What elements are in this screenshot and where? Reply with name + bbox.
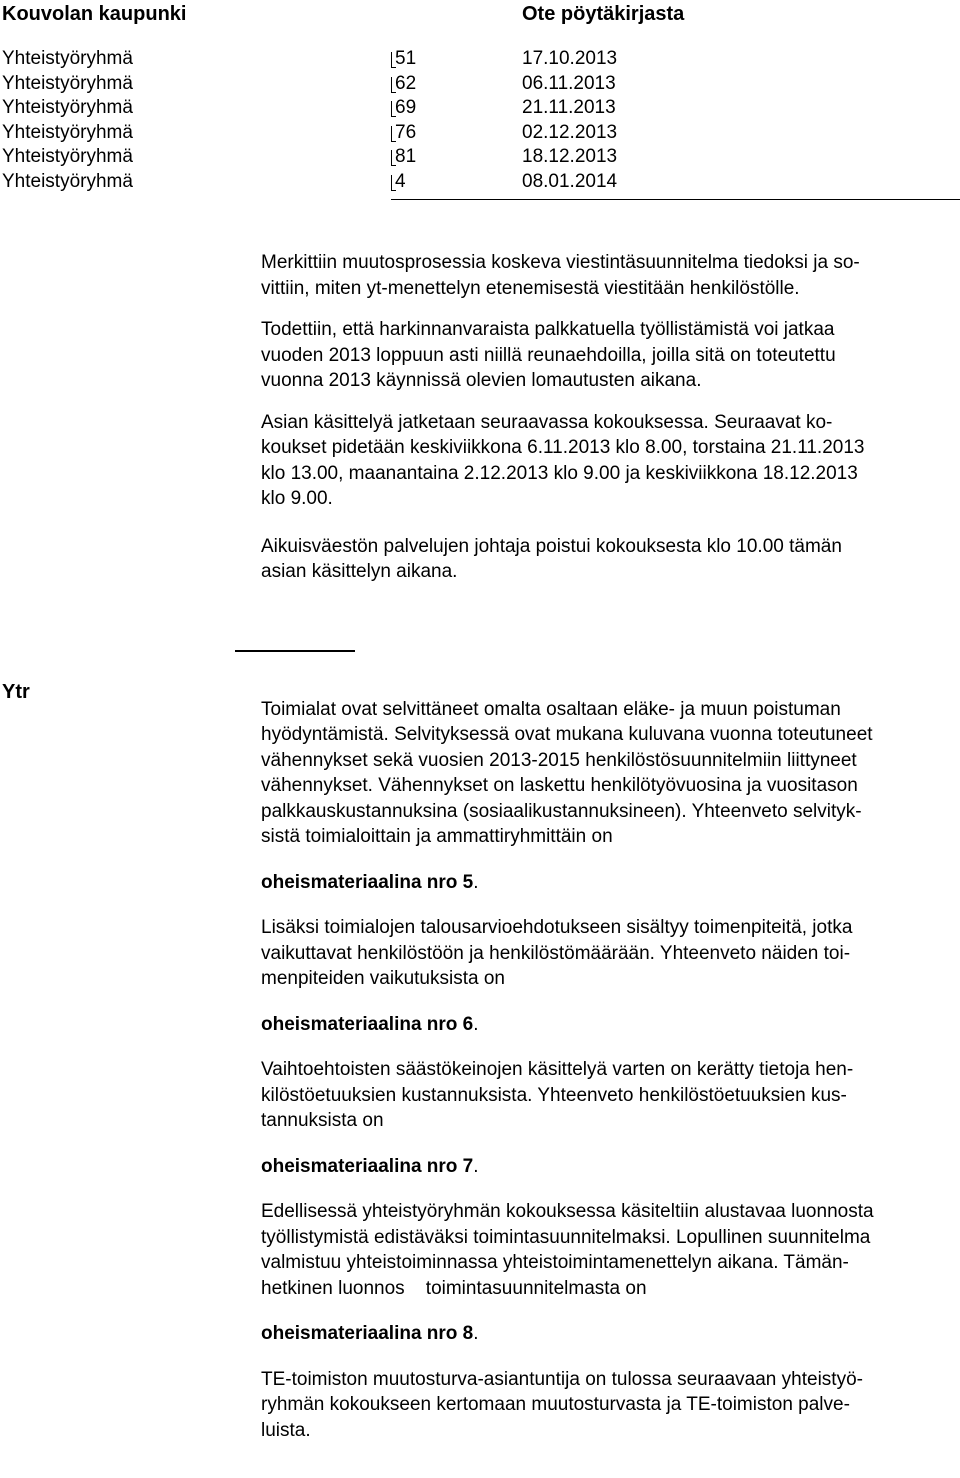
meeting-number: 51 xyxy=(395,48,417,69)
attachment-suffix: . xyxy=(473,871,479,893)
attachment-suffix: . xyxy=(473,1013,479,1035)
paragraph-line: Vaihtoehtoisten säästökeinojen käsittelyä varten on kerätty tietoja hen- xyxy=(261,1059,854,1080)
attachment-suffix: . xyxy=(473,1323,479,1344)
paragraph-line: vuonna 2013 käynnissä olevien lomautusten aikana. xyxy=(261,370,702,391)
paragraph-line: valmistuu yhteistoiminnassa yhteistoimintamenettelyn aikana. Tämän- xyxy=(261,1252,849,1273)
paragraph-line: Edellisessä yhteistyöryhmän kokouksessa käsiteltiin alustavaa luonnosta xyxy=(261,1201,874,1222)
attachment-label: oheismateriaalina nro 6 xyxy=(261,1013,474,1035)
meeting-group: Yhteistyöryhmä xyxy=(2,48,133,69)
paragraph-line: Merkittiin muutosprosessia koskeva viestintäsuunnitelma tiedoksi ja so- xyxy=(261,252,860,273)
paragraph-line: vähennykset sekä vuosien 2013-2015 henkilöstösuunnitelmiin liittyneet xyxy=(261,749,857,771)
paragraph-line: Lisäksi toimialojen talousarvioehdotukseen sisältyy toimenpiteitä, jotka xyxy=(261,917,853,938)
paragraph-line: palkkauskustannuksina (sosiaalikustannuksineen). Yhteenveto selvityk- xyxy=(261,800,862,822)
paragraph-line: Toimialat ovat selvittäneet omalta osaltaan eläke- ja muun poistuman xyxy=(261,698,841,720)
meeting-date: 06.11.2013 xyxy=(522,72,616,94)
minutes-paragraph xyxy=(261,915,960,992)
meeting-number: 4 xyxy=(395,170,406,192)
attachment-suffix: . xyxy=(473,1155,479,1177)
paragraph-line: koukset pidetään keskiviikkona 6.11.2013 klo 8.00, torstaina 21.11.2013 xyxy=(261,437,865,458)
organization-name: Kouvolan kaupunki xyxy=(2,3,187,25)
meeting-group: Yhteistyöryhmä xyxy=(2,97,133,118)
paragraph-line: Asian käsittelyä jatketaan seuraavassa kokouksessa. Seuraavat ko- xyxy=(261,411,833,433)
meeting-row xyxy=(0,121,960,146)
minutes-body xyxy=(261,250,960,1443)
meeting-group: Yhteistyöryhmä xyxy=(2,146,133,167)
meeting-number: 69 xyxy=(395,97,417,118)
paragraph-line: vaikuttavat henkilöstöön ja henkilöstömäärään. Yhteenveto näiden toi- xyxy=(261,942,851,964)
attachment-reference xyxy=(261,1154,960,1180)
meeting-group: Yhteistyöryhmä xyxy=(2,170,133,192)
minutes-paragraph xyxy=(261,534,960,585)
paragraph-line: Todettiin, että harkinnanvaraista palkkatuella työllistämistä voi jatkaa xyxy=(261,319,835,340)
paragraph-line: ryhmän kokoukseen kertomaan muutosturvasta ja TE-toimiston palve- xyxy=(261,1394,850,1415)
attachment-label: oheismateriaalina nro 5 xyxy=(261,871,474,893)
section-separator xyxy=(235,650,355,652)
section-side-label: Ytr xyxy=(2,681,30,703)
attachment-reference xyxy=(261,870,960,896)
paragraph-line: sistä toimialoittain ja ammattiryhmittäin on xyxy=(261,826,613,847)
paragraph-line: hyödyntämistä. Selvityksessä ovat mukana kuluvana vuonna toteutuneet xyxy=(261,724,873,745)
attachment-reference xyxy=(261,1012,960,1038)
paragraph-line: kilöstöetuuksien kustannuksista. Yhteenveto henkilöstöetuuksien kus- xyxy=(261,1084,847,1106)
minutes-paragraph xyxy=(261,1199,960,1301)
meeting-date: 17.10.2013 xyxy=(522,48,618,69)
attachment-label: oheismateriaalina nro 8 xyxy=(261,1323,474,1344)
meeting-row xyxy=(0,47,960,72)
paragraph-line: työllistymistä edistäväksi toimintasuunnitelmaksi. Lopullinen suunnitelma xyxy=(261,1226,871,1248)
attachment-reference xyxy=(261,1321,960,1347)
meeting-list-divider xyxy=(391,199,960,200)
paragraph-line: hetkinen luonnos toimintasuunnitelmasta on xyxy=(261,1277,647,1299)
minutes-paragraph xyxy=(261,1057,960,1134)
paragraph-line: menpiteiden vaikutuksista on xyxy=(261,968,505,989)
meeting-date: 02.12.2013 xyxy=(522,121,618,143)
paragraph-line: klo 13.00, maanantaina 2.12.2013 klo 9.00 ja keskiviikkona 18.12.2013 xyxy=(261,462,858,484)
paragraph-line: vähennykset. Vähennykset on laskettu henkilötyövuosina ja vuositason xyxy=(261,775,858,796)
minutes-paragraph xyxy=(261,1367,960,1444)
minutes-paragraph xyxy=(261,410,960,512)
meeting-date: 18.12.2013 xyxy=(522,146,618,167)
paragraph-line: vittiin, miten yt-menettelyn etenemisestä viestitään henkilöstölle. xyxy=(261,277,800,299)
minutes-paragraph xyxy=(261,697,960,850)
paragraph-line: asian käsittelyn aikana. xyxy=(261,561,458,582)
paragraph-line: tannuksista on xyxy=(261,1110,384,1131)
meeting-row xyxy=(0,170,960,195)
paragraph-line: luista. xyxy=(261,1419,311,1441)
meeting-date: 08.01.2014 xyxy=(522,170,618,192)
meeting-row xyxy=(0,72,960,97)
document-type-title: Ote pöytäkirjasta xyxy=(522,3,685,25)
meeting-number: 81 xyxy=(395,146,417,167)
paragraph-line: klo 9.00. xyxy=(261,488,333,509)
paragraph-line: TE-toimiston muutosturva-asiantuntija on tulossa seuraavaan yhteistyö- xyxy=(261,1368,863,1390)
meeting-group: Yhteistyöryhmä xyxy=(2,72,133,94)
attachment-label: oheismateriaalina nro 7 xyxy=(261,1155,474,1177)
meeting-date: 21.11.2013 xyxy=(522,97,616,118)
meeting-number: 76 xyxy=(395,121,417,143)
minutes-paragraph xyxy=(261,317,960,394)
meeting-list xyxy=(0,47,960,194)
meeting-number: 62 xyxy=(395,72,417,94)
meeting-group: Yhteistyöryhmä xyxy=(2,121,133,143)
paragraph-line: vuoden 2013 loppuun asti niillä reunaehdoilla, joilla sitä on toteutettu xyxy=(261,344,836,366)
paragraph-line: Aikuisväestön palvelujen johtaja poistui kokouksesta klo 10.00 tämän xyxy=(261,535,842,557)
meeting-row xyxy=(0,145,960,170)
meeting-row xyxy=(0,96,960,121)
minutes-paragraph xyxy=(261,250,960,301)
